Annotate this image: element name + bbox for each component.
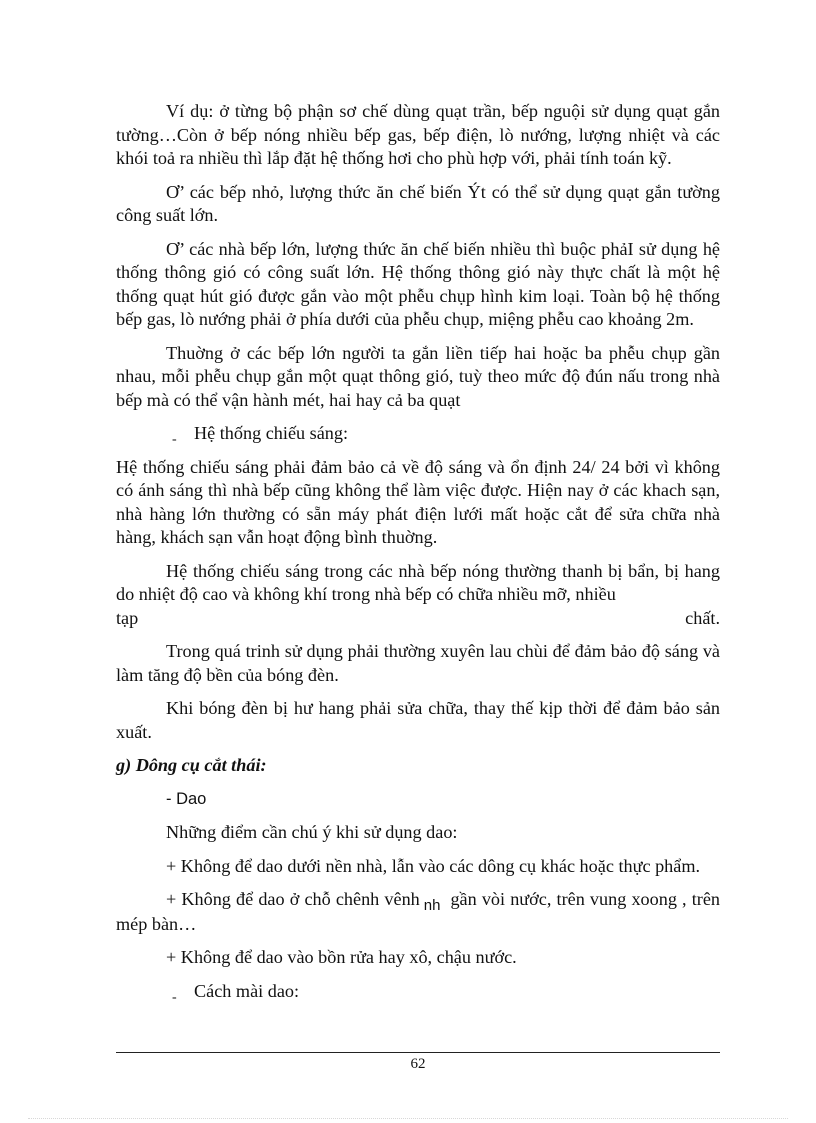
paragraph-repair: Khi bóng đèn bị hư hang phải sửa chữa, thay thế kịp thời để đảm bảo sản xuất. <box>116 698 720 742</box>
knife-notes-intro: Những điểm cần chú ý khi sử dụng dao: <box>166 822 458 842</box>
knife-rule-2 <box>116 888 720 936</box>
paragraph-cleaning: Trong quá trinh sử dụng phải thường xuyên lau chùi để đảm bảo độ sáng và làm tăng độ bền của bóng đèn. <box>116 641 720 685</box>
section-heading-cutting-tools: g) Dông cụ cắt thái: <box>116 755 267 775</box>
bullet-text: Cách mài dao: <box>194 980 300 1001</box>
paragraph-fan-examples: Ví dụ: ở từng bộ phận sơ chế dùng quạt trần, bếp nguội sử dụng quạt gắn tường…Còn ở bếp nóng nhiều bếp gas, bếp điện, lò nướng, lượng nhiệt và các khói toả ra nhiều thì lắp đặt hệ thống hơi cho phù hợp với, phải tính toán kỹ. <box>116 101 720 168</box>
bullet-marker: - <box>172 989 177 1005</box>
page-number: 62 <box>410 1056 426 1072</box>
knife-rule-2-sub: nh <box>423 897 441 914</box>
paragraph-hood-fans: Thuờng ở các bếp lớn người ta gắn liền tiếp hai hoặc ba phễu chụp gần nhau, mỗi phễu chụp gắn một quạt thông gió, tuỳ theo mức độ đún nấu trong nhà bếp mà có thể vận hành mét, hai hay cả ba quạt <box>116 342 720 410</box>
paragraph-lighting-requirements: Hệ thống chiếu sáng phải đảm bảo cả về độ sáng và ổn định 24/ 24 bởi vì không có ánh sáng thì nhà bếp cũng không thể làm việc được. Hiện nay ở các khach sạn, nhà hàng lớn thường có sẵn máy phát điện lưới mất hoặc cắt để sửa chữa nhà hàng, khách sạn vẫn hoạt động bình thuờng. <box>116 456 720 547</box>
footer-divider <box>116 1052 720 1053</box>
paragraph-lighting-dirt-tail <box>116 607 720 631</box>
tail-right-word: chất. <box>685 607 720 628</box>
paragraph-large-kitchens: Ơ’ các nhà bếp lớn, lượng thức ăn chế biến nhiều thì buộc phảI sử dụng hệ thống thông gió có công suất lớn. Hệ thống thông gió này thực chất là một hệ thống quạt hút gió được gắn vào một phễu chụp hình kim loại. Toàn bộ hệ thống bếp gas, lò nướng phải ở phía dưới của phễu chụp, miệng phễu cao khoảng 2m. <box>116 238 720 329</box>
knife-rule-2-before: + Không để dao ở chỗ chênh vênh <box>166 889 420 909</box>
bullet-marker: - <box>172 432 177 447</box>
knife-rule-1: + Không để dao dưới nền nhà, lẫn vào các dông cụ khác hoặc thực phẩm. <box>166 855 701 876</box>
bullet-lighting-system <box>116 422 720 446</box>
bullet-knife-sharpening <box>116 980 720 1004</box>
bullet-text: Hệ thống chiếu sáng: <box>194 423 349 443</box>
page-body <box>116 100 720 1013</box>
paragraph-lighting-dirt: Hệ thống chiếu sáng trong các nhà bếp nóng thường thanh bị bẩn, bị hang do nhiệt độ cao và không khí trong nhà bếp có chữa nhiều mỡ, nhiều <box>116 560 720 604</box>
paragraph-small-kitchens: Ơ’ các bếp nhỏ, lượng thức ăn chế biến Ýt có thể sử dụng quạt gắn tường công suất lớn. <box>116 181 720 225</box>
tail-left-word: tạp <box>116 607 139 628</box>
knife-rule-2-after: gần vòi nước, trên vung xoong , trên mép bàn… <box>116 889 720 934</box>
page-edge-divider <box>28 1118 788 1119</box>
knife-label: - Dao <box>166 789 207 808</box>
knife-rule-3: + Không để dao vào bồn rửa hay xô, chậu nước. <box>166 947 517 967</box>
